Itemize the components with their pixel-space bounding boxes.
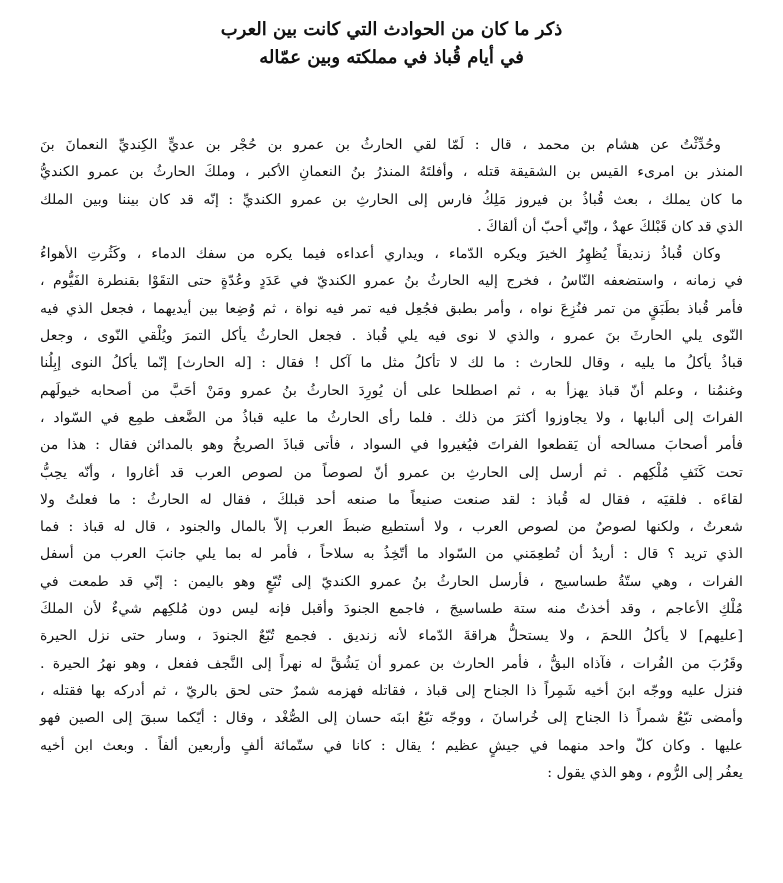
text-line: قباذُ يأكلُ ما يليه ، وقال للحارث : ما لك لا تأكلُ مثل ما آكل ! فقال : [له الحارث] إنّما يأكلُ النوى إبِلُنا [40,355,743,372]
text-line: مُلْكِ الأعاجم ، وقد أخذتُ منه ستة طساسيجَ ، فاجمع الجنودَ وأقبل فإنه ليس دون مُلكِهم شيءٌ لأن الملكَ [40,601,743,618]
text-line: يعفُر إلى الرُّوم ، وهو الذي يقول : [547,764,743,781]
text-line: المنذر بن امرىء القيس بن الشقيقة قتله ، وأفلتَهُ المنذرُ بنُ النعمانِ الأكبر ، وملكَ الحارثُ بن عمرو الكنديُّ [40,164,743,181]
text-line: فأمر أصحابَ مسالحه أن يَقطعوا الفراتَ فيُغيروا في السواد ، فأتى قباذَ الصريخُ وهو بالمدائن فقال : هذا من [40,437,743,454]
body-text [40,132,743,787]
text-line: وحُدِّثْتُ عن هشام بن محمد ، قال : لَمّا لقي الحارثُ بن عمرو بن حُجْر بن عديٍّ الكِنديِّ النعمانَ بنَ [40,137,721,153]
text-line: عليها . وكان كلّ واحد منهما في جيشٍ عظيم ؛ يقال : كانا في ستّمائة ألفٍ وأربعين ألفاً . وبعث ابن أخيه [40,737,743,754]
chapter-title-line-2: في أيام قُباذ في مملكته وبين عمّاله [259,47,524,68]
text-line: وقَرُبَ من الفُرات ، فآذاه البقُّ ، فأمر الحارث بن عمرو أن يَشُقَّ له نهراً إلى النَّجف ففعل ، وهو نهرُ الحيرة . [40,655,743,672]
chapter-title [40,16,743,72]
text-line: وكان قُباذُ زنديقاً يُظهِرُ الخيرَ ويكره الدّماء ، ويداري أعداءه فيما يكره من سفك الدماء ، وكَثُرتِ الأهواءُ [40,246,721,263]
text-line: تحت كَنَفِ مُلْكِهم . ثم أرسل إلى الحارثِ بن عمرو أنّ لصوصاً من لصوص العرب قد أغاروا ، وأنّه يحِبُّ [40,464,743,481]
text-line: الفراتَ إلى ألبابها ، ولا يجاوزوا أكثرَ من ذلك . فلما رأى الحارثُ ما عليه قباذُ من الضَّعف طمِع في السّواد ، [40,409,743,426]
text-line: في زمانه ، واستضعفه النّاسُ ، فخرج إليه الحارثُ بنُ عمرو الكنديّ في عَدَدٍ وعُدّةٍ حتى التقَوْا بقنطرة الفَيُّوم ، [40,273,743,290]
chapter-title-line-1: ذكر ما كان من الحوادث التي كانت بين العرب [220,19,563,40]
text-line: فنزل عليه ووجّه ابنَ أخيه شَمِراً ذا الجناح إلى قباذ ، فقاتله فهزمه شمرٌ حتى لحق بالريّ ، ثم أدركه بها فقتله ، [40,682,743,699]
text-line: ما كان يملك ، بعث قُباذُ بن فيروز مَلِكُ فارس إلى الحارثِ بن عمرو الكنديِّ : إنّه قد كان بيننا وبين الملك [40,191,743,208]
text-line: فأمر قُباذ بطَبَقٍ من تمر فنُزِعَ نواه ، وأمر بطبق فجُعِل فيه تمر فيه نواة ، ثم وُضِعا بين أيديهما ، فجعل الذي فيه [40,300,743,317]
text-line: وغنمُنا ، وعلم أنّ قباذ يهزأ به ، ثم اصطلحا على أن يُورِدَ الحارثُ بنُ عمرو ومَنْ أحَبَّ من أصحابه خيولَهم [40,382,743,399]
text-line: الذي قد كان قَبْلكَ عهدٌ ، وإنّي أحبّ أن ألقاكَ . [477,218,743,235]
text-line: الذي تريد ؟ قال : أريدُ أن تُطعِمَني من السّواد ما أتّخِذُ به سلاحاً ، فأمر له بما يلي جانبَ العرب من أسفل [40,546,743,563]
text-line: [عليهم] لا يأكلُ اللحمَ ، ولا يستحلُّ هراقةَ الدّماء لأنه زنديق . فجمع تُبّعٌ الجنودَ ، وسار حتى نزل الحيرة [40,628,743,645]
text-line: لقاءَه . فلقيَه ، فقال له قُباذ : لقد صنعت صنيعاً ما صنعه أحد قبلكَ ، فقال له الحارثُ : ما فعلتُ ولا [40,491,743,508]
paragraph-2 [40,241,743,787]
text-line: وأمضى تبّعُ شمراً ذا الجناح إلى خُراسانَ ، ووجّه تبّعُ ابنَه حسان إلى الصُّغْد ، وقال : أيّكما سبقَ إلى الصين فهو [40,710,743,727]
text-line: النّوى يلي الحارثَ بنَ عمرو ، والذي لا نوى فيه يلي قُباذ . فجعل الحارثُ يأكل التمرَ ويُلْقي النّوى ، وجعل [40,328,743,345]
paragraph-1 [40,132,743,241]
text-line: شعرتُ ، ولكنها لصوصٌ من لصوص العرب ، ولا أستطيع ضبطَ العرب إلاّ بالمال والجنود ، قال له قباذ : فما [40,519,743,536]
text-line: الفرات ، وهي ستّةُ طساسيج ، فأرسل الحارثُ بنُ عمرو الكنديّ إلى تُبّعٍ وهو باليمن : إنّي قد طمعت في [40,573,743,590]
